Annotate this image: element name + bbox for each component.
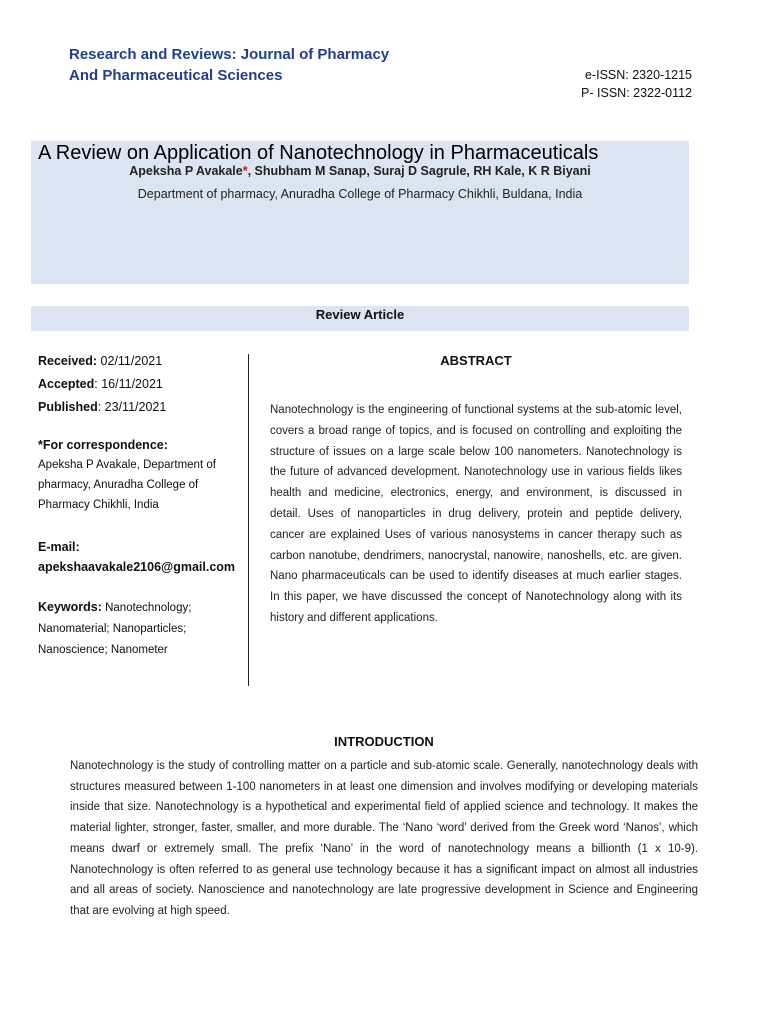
keywords-line-3: Nanoscience; Nanometer [38, 644, 168, 656]
correspondence-line-2: pharmacy, Anuradha College of [38, 479, 199, 491]
received-label: Received: [38, 354, 98, 368]
article-info [38, 351, 248, 661]
corresponding-mark: * [242, 164, 248, 178]
keywords-line-2: Nanomaterial; Nanoparticles; [38, 623, 187, 635]
abstract-text: Nanotechnology is the engineering of functional systems at the sub-atomic level, covers a broad range of topics, and is focused on controlling and exploiting the structure of issues on a large scale below 100 nanometers. Nanotechnology is the future of advanced development. Nanotechnology use in various fields likes health and medicine, electronics, energy, and environment, is discussed in detail. Uses of nanoparticles in drug delivery, protein and peptide delivery, cancer are explained Uses of various nanosystems in cancer therapy such as carbon nanotube, dendrimers, nanocrystal, nanowire, nanoshells, etc. are given. Nano pharmaceuticals can be used to identify diseases at much earlier stages. In this paper, we have discussed the concept of Nanotechnology along with its history and different applications. [270, 404, 682, 624]
keywords [38, 597, 248, 661]
article-type [31, 306, 689, 331]
keywords-label: Keywords: [38, 600, 102, 614]
email-label: E-mail: [38, 540, 80, 554]
journal-name-line2: And Pharmaceutical Sciences [69, 67, 283, 84]
received-row [38, 351, 248, 371]
accepted-row [38, 374, 248, 394]
pissn: P- ISSN: 2322-0112 [581, 86, 692, 100]
journal-name-line1: Research and Reviews: Journal of Pharmacy [69, 46, 390, 63]
correspondence-line-3: Pharmacy Chikhli, India [38, 499, 159, 511]
article-title: A Review on Application of Nanotechnology in Pharmaceuticals [38, 142, 599, 164]
email-address[interactable]: apekshaavakale2106@gmail.com [38, 560, 236, 574]
published-label: Published [38, 400, 98, 414]
introduction-heading: INTRODUCTION [334, 734, 434, 749]
keywords-line-1 [38, 597, 248, 619]
accepted-date: : 16/11/2021 [94, 377, 163, 391]
published-row [38, 397, 248, 417]
journal-name [69, 44, 449, 86]
first-author: Apeksha P Avakale [129, 164, 243, 178]
correspondence-line-1: Apeksha P Avakale, Department of [38, 459, 216, 471]
abstract-heading: ABSTRACT [440, 353, 512, 368]
issn-block [560, 66, 692, 102]
author-list [31, 164, 689, 178]
article-type-label: Review Article [315, 307, 405, 322]
keywords-text-1: Nanotechnology; [101, 602, 192, 614]
accepted-label: Accepted [38, 377, 95, 391]
received-date: 02/11/2021 [97, 354, 163, 368]
eissn: e-ISSN: 2320-1215 [584, 68, 692, 82]
introduction-text: Nanotechnology is the study of controlling matter on a particle and sub-atomic scale. Generally, nanotechnology deals with structures measured between 1-100 nanometers in at least one dimension and involves modifying or developing materials inside that size. Nanotechnology is a hypothetical and experimental field of applied science and technology. It makes the material lighter, stronger, faster, smaller, and more durable. The ‘Nano ‘word’ derived from the Greek word ‘Nanos’, which means dwarf or extremely small. The prefix ‘Nano’ in the word of nanotechnology means a billionth (1 x 10-9). Nanotechnology is often referred to as general use technology because it has a significant impact on almost all industries and all areas of society. Nanoscience and nanotechnology are late progressive development in Science and Engineering that are evolving at high speed. [70, 760, 698, 917]
other-authors: , Shubham M Sanap, Suraj D Sagrule, RH Kale, K R Biyani [247, 164, 591, 178]
published-date: : 23/11/2021 [97, 400, 167, 414]
correspondence-label: *For correspondence: [38, 438, 168, 452]
column-divider [248, 354, 249, 686]
affiliation: Department of pharmacy, Anuradha College of Pharmacy Chikhli, Buldana, India [137, 187, 583, 201]
